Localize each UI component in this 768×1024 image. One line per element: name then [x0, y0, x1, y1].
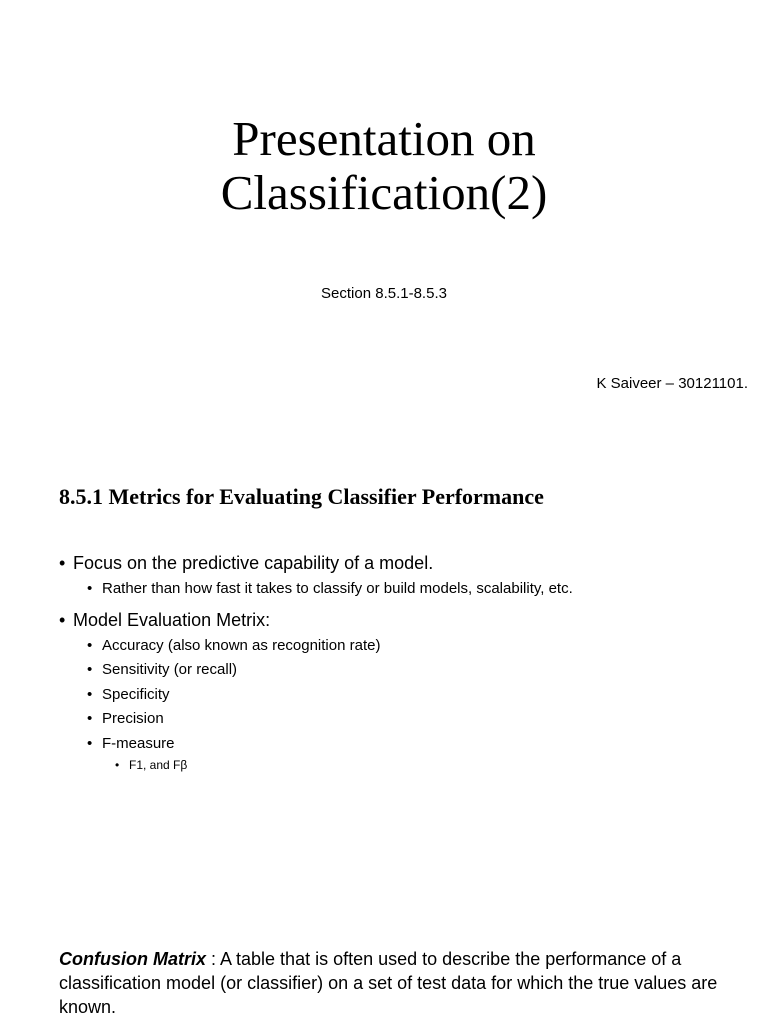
metrix-item-specificity: • Specificity: [87, 683, 749, 708]
bullet-focus-text: Focus on the predictive capability of a model.: [73, 553, 434, 573]
bullet-list: [59, 551, 749, 780]
metrix-list: [87, 634, 749, 775]
title-slide: [0, 0, 768, 435]
fmeasure-sub-list: [115, 756, 749, 774]
bullet-focus: [59, 551, 749, 602]
bullet-metrix: [59, 608, 749, 775]
confusion-matrix-text: : A table that is often used to describe the performance of a classification model (or classifier) on a set of test data for which the true values are known.: [59, 949, 718, 1017]
confusion-matrix-definition: [59, 947, 739, 1019]
metrix-item-accuracy: • Accuracy (also known as recognition rate): [87, 634, 749, 659]
metrix-item-precision: • Precision: [87, 707, 749, 732]
metrix-item-fmeasure-text: F-measure: [102, 734, 175, 752]
author-line: K Saiveer – 30121101.: [596, 375, 748, 392]
presentation-title: Presentation on Classification(2): [220, 111, 548, 220]
fmeasure-sub-item: • F1, and Fβ: [115, 756, 749, 774]
section-subtitle: Section 8.5.1-8.5.3: [321, 285, 447, 302]
metrix-item-fmeasure: [87, 732, 749, 775]
metrics-slide: [0, 435, 768, 1024]
sub-bullet-focus-detail: • Rather than how fast it takes to classify or build models, scalability, etc.: [87, 577, 749, 602]
sub-bullet-list: [87, 577, 749, 602]
confusion-matrix-term: Confusion Matrix: [59, 949, 206, 969]
bullet-metrix-text: Model Evaluation Metrix:: [73, 609, 271, 630]
slide-heading: 8.5.1 Metrics for Evaluating Classifier Performance: [59, 484, 544, 509]
metrix-item-sensitivity: • Sensitivity (or recall): [87, 658, 749, 683]
